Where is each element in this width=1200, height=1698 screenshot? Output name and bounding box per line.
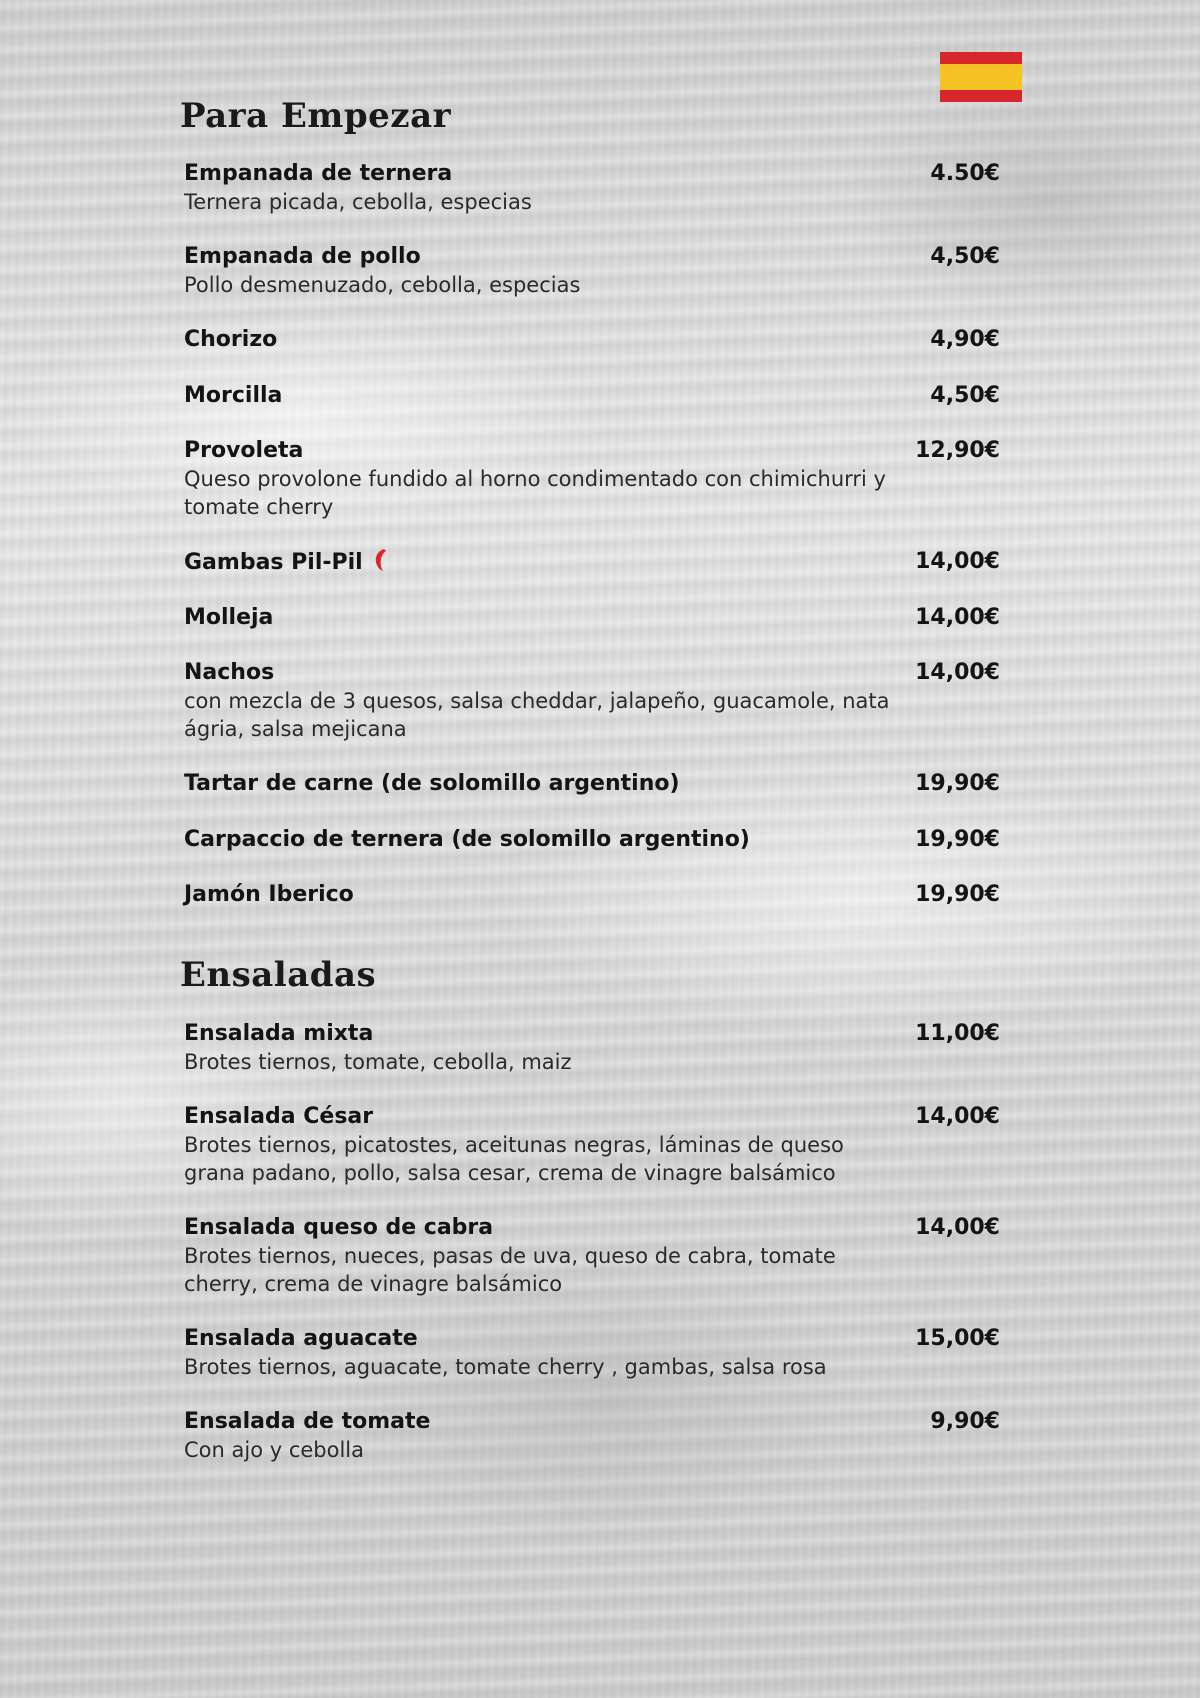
item-description: Queso provolone fundido al horno condimentado con chimichurri y tomate cherry (184, 467, 886, 519)
menu-item (184, 826, 1004, 854)
menu-item (184, 1020, 1004, 1076)
section-title-ensaladas: Ensaladas (180, 955, 377, 995)
item-description: Ternera picada, cebolla, especias (184, 190, 532, 214)
item-name: Ensalada de tomate (184, 1409, 431, 1434)
item-price: 4,50€ (930, 383, 1000, 408)
item-description: con mezcla de 3 quesos, salsa cheddar, jalapeño, guacamole, nata ágria, salsa mejicana (184, 689, 890, 741)
item-name: Molleja (184, 605, 274, 630)
chili-pepper-icon (373, 548, 387, 572)
menu-item (184, 604, 1004, 632)
item-price: 14,00€ (915, 549, 1000, 574)
item-price: 14,00€ (915, 660, 1000, 685)
item-description: Brotes tiernos, nueces, pasas de uva, queso de cabra, tomate cherry, crema de vinagre balsámico (184, 1244, 836, 1296)
item-price: 14,00€ (915, 1104, 1000, 1129)
item-name-row (184, 548, 1004, 577)
item-name: Empanada de pollo (184, 244, 421, 269)
item-name: Tartar de carne (de solomillo argentino) (184, 771, 680, 796)
menu-item (184, 1103, 1004, 1187)
item-name: Jamón Iberico (184, 882, 354, 907)
item-price: 14,00€ (915, 605, 1000, 630)
item-name: Chorizo (184, 327, 278, 352)
item-description: Pollo desmenuzado, cebolla, especias (184, 273, 581, 297)
item-description: Brotes tiernos, picatostes, aceitunas negras, láminas de queso grana padano, pollo, salsa cesar, crema de vinagre balsámico (184, 1133, 844, 1185)
item-name: Ensalada aguacate (184, 1326, 418, 1351)
item-name: Ensalada César (184, 1104, 374, 1129)
menu-item (184, 881, 1004, 909)
item-name: Carpaccio de ternera (de solomillo argentino) (184, 827, 750, 852)
menu-item (184, 770, 1004, 798)
item-price: 11,00€ (915, 1021, 1000, 1046)
menu-item (184, 659, 1004, 743)
item-name: Ensalada queso de cabra (184, 1215, 494, 1240)
item-name: Empanada de ternera (184, 161, 453, 186)
item-name: Gambas Pil-Pil (184, 550, 363, 575)
item-price: 19,90€ (915, 827, 1000, 852)
item-name: Nachos (184, 660, 275, 685)
spain-flag-icon (940, 52, 1022, 102)
item-description: Brotes tiernos, aguacate, tomate cherry , gambas, salsa rosa (184, 1355, 827, 1379)
menu-item (184, 160, 1004, 216)
item-price: 4,90€ (930, 327, 1000, 352)
menu-item (184, 1214, 1004, 1298)
menu-item (184, 326, 1004, 354)
item-description: Con ajo y cebolla (184, 1438, 365, 1462)
item-name: Provoleta (184, 438, 304, 463)
section-title-para-empezar: Para Empezar (180, 96, 452, 136)
menu-item (184, 382, 1004, 410)
menu-item (184, 243, 1004, 299)
item-price: 4.50€ (930, 161, 1000, 186)
item-price: 15,00€ (915, 1326, 1000, 1351)
menu-item (184, 1408, 1004, 1464)
item-price: 4,50€ (930, 244, 1000, 269)
item-price: 14,00€ (915, 1215, 1000, 1240)
menu-item (184, 548, 1004, 577)
item-price: 9,90€ (930, 1409, 1000, 1434)
item-price: 19,90€ (915, 771, 1000, 796)
item-price: 19,90€ (915, 882, 1000, 907)
item-name: Ensalada mixta (184, 1021, 374, 1046)
menu-item (184, 437, 1004, 521)
item-description: Brotes tiernos, tomate, cebolla, maiz (184, 1050, 572, 1074)
menu-item (184, 1325, 1004, 1381)
item-name: Morcilla (184, 383, 283, 408)
item-price: 12,90€ (915, 438, 1000, 463)
